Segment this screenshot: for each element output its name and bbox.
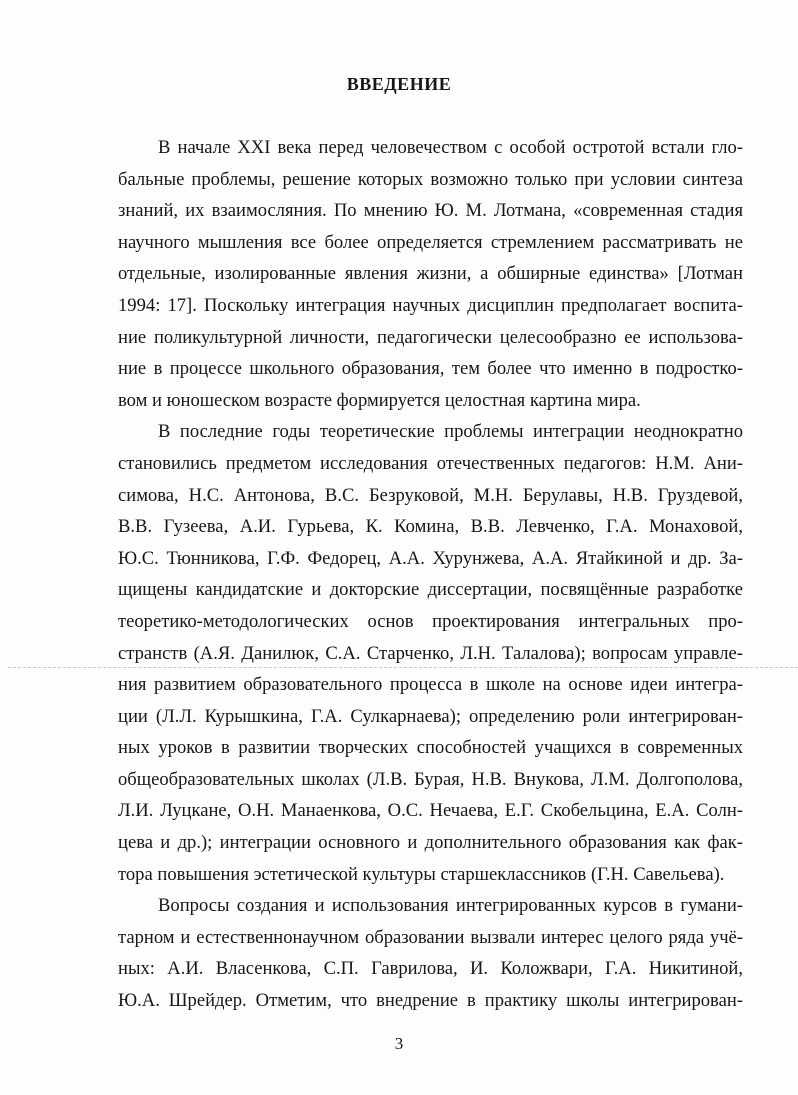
- paragraph-1: [118, 132, 743, 416]
- body-text: [118, 132, 743, 1017]
- text-line: В последние годы теоретические проблемы интеграции неоднократно: [158, 421, 743, 443]
- text-line: симова, Н.С. Антонова, В.С. Безруковой, М.Н. Берулавы, Н.В. Груздевой,: [118, 484, 743, 506]
- text-line: отдельные, изолированные явления жизни, а обширные единства» [Лотман: [118, 263, 743, 285]
- page-number: 3: [394, 1034, 404, 1053]
- text-line: теоретико-методологических основ проектирования интегральных про-: [118, 610, 743, 632]
- text-line: становились предметом исследования отечественных педагогов: Н.М. Ани-: [118, 452, 743, 474]
- scan-artifact-line: [8, 667, 798, 668]
- paragraph-2: [118, 416, 743, 890]
- text-line: цева и др.); интеграции основного и дополнительного образования как фак-: [118, 832, 743, 854]
- text-line: странств (А.Я. Данилюк, С.А. Старченко, Л.Н. Талалова); вопросам управле-: [118, 642, 743, 664]
- text-line: ние в процессе школьного образования, тем более что именно в подростко-: [118, 358, 743, 380]
- paragraph-3: [118, 890, 743, 1016]
- text-line: Вопросы создания и использования интегрированных курсов в гумани-: [158, 895, 743, 917]
- text-line: ции (Л.Л. Курышкина, Г.А. Сулкарнаева); определению роли интегрирован-: [118, 705, 743, 727]
- page-heading: ВВЕДЕНИЕ: [346, 74, 452, 94]
- text-line: общеобразовательных школах (Л.В. Бурая, Н.В. Внукова, Л.М. Долгополова,: [118, 768, 743, 790]
- text-line: бальные проблемы, решение которых возможно только при условии синтеза: [118, 168, 743, 190]
- text-line: ния развитием образовательного процесса в школе на основе идеи интегра-: [118, 674, 743, 696]
- text-line: знаний, их взаимосляния. По мнению Ю. М. Лотмана, «современная стадия: [118, 200, 743, 222]
- text-line: щищены кандидатские и докторские диссертации, посвящённые разработке: [118, 579, 743, 601]
- text-line: ных уроков в развитии творческих способностей учащихся в современных: [118, 737, 743, 759]
- text-line: Ю.С. Тюнникова, Г.Ф. Федорец, А.А. Хурунжева, А.А. Ятайкиной и др. За-: [118, 547, 743, 569]
- text-line: научного мышления все более определяется стремлением рассматривать не: [118, 231, 743, 253]
- text-line: ных: А.И. Власенкова, С.П. Гаврилова, И. Коложвари, Г.А. Никитиной,: [118, 958, 743, 980]
- text-line: вом и юношеском возрасте формируется целостная картина мира.: [118, 389, 641, 411]
- text-line: Л.И. Луцкане, О.Н. Манаенкова, О.С. Нечаева, Е.Г. Скобельцина, Е.А. Солн-: [118, 800, 743, 822]
- text-line: 1994: 17]. Поскольку интеграция научных дисциплин предполагает воспита-: [118, 294, 743, 316]
- text-line: ние поликультурной личности, педагогически целесообразно ее использова-: [118, 326, 743, 348]
- text-line: В.В. Гузеева, А.И. Гурьева, К. Комина, В.В. Левченко, Г.А. Монаховой,: [118, 516, 743, 538]
- text-line: Ю.А. Шрейдер. Отметим, что внедрение в практику школы интегрирован-: [118, 990, 743, 1012]
- text-line: В начале XXI века перед человечеством с особой остротой встали гло-: [158, 137, 743, 158]
- text-line: тарном и естественнонаучном образовании вызвали интерес целого ряда учё-: [118, 926, 743, 948]
- text-line: тора повышения эстетической культуры старшеклассников (Г.Н. Савельева).: [118, 863, 725, 885]
